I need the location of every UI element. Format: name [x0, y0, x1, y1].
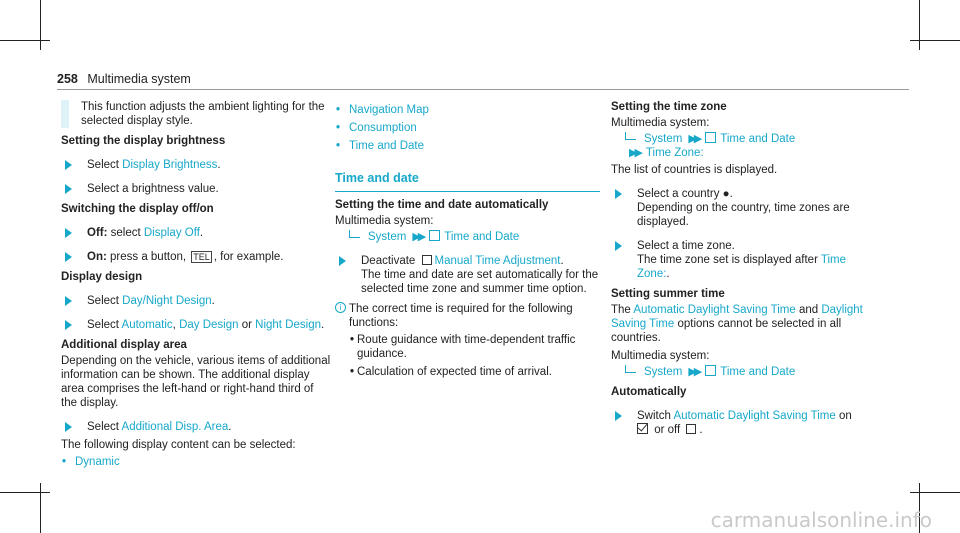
step-text: or off — [651, 424, 684, 436]
column-1 — [61, 100, 331, 473]
list-text: Calculation of expected time of arrival. — [357, 366, 552, 378]
page-number: 258 — [57, 72, 78, 86]
crop-mark — [910, 492, 960, 493]
list-item — [335, 103, 600, 117]
on-label: On: — [87, 251, 107, 263]
time-and-date-link[interactable]: Time and Date — [349, 140, 424, 152]
checkbox-checked-icon — [637, 423, 648, 434]
bullet-icon: • — [350, 334, 355, 346]
bullet-icon: • — [336, 140, 341, 152]
step-text: Switch — [637, 410, 674, 422]
display-brightness-link[interactable]: Display Brightness — [122, 159, 218, 171]
step-text: . — [666, 268, 670, 280]
step-text: Select — [87, 319, 122, 331]
time-zone-heading: Setting the time zone — [611, 101, 727, 113]
list-item — [349, 365, 600, 379]
step-text: . — [199, 227, 204, 239]
manual-time-adjustment-link[interactable]: Manual Time Adjustment — [434, 255, 561, 267]
auto-dst-link[interactable]: Automatic Daylight Saving Time — [633, 304, 796, 316]
intro-text: This function adjusts the ambient lighting for the selected display style. — [61, 100, 331, 128]
step-text: , for example. — [213, 251, 284, 263]
off-label: Off: — [87, 227, 108, 239]
step — [335, 254, 600, 296]
path-hook-icon — [625, 132, 636, 140]
path-intro: Multimedia system: — [611, 117, 710, 129]
step-text: . — [217, 159, 221, 171]
double-arrow-icon: ▶▶ — [688, 133, 700, 145]
arrow-icon — [65, 320, 72, 330]
step-detail — [637, 253, 881, 281]
arrow-icon — [339, 256, 346, 266]
step — [61, 318, 331, 332]
countries-text: The list of countries is displayed. — [611, 164, 778, 176]
arrow-icon — [615, 241, 622, 251]
arrow-icon — [65, 252, 72, 262]
additional-text: Depending on the vehicle, various items of additional information can be shown. The additional display area comprises the left-hand or right-hand third of the display. — [61, 355, 331, 409]
list-item — [335, 139, 600, 153]
system-link[interactable]: System — [368, 231, 407, 243]
onoff-heading: Switching the display off/on — [61, 203, 214, 215]
step-text: select — [107, 227, 144, 239]
arrow-icon — [65, 184, 72, 194]
step-text: Select a country ●. — [637, 188, 733, 200]
arrow-icon — [65, 160, 72, 170]
step — [61, 182, 331, 196]
following-text: The following display content can be selected: — [61, 439, 296, 451]
step — [611, 409, 881, 437]
step-text: or — [238, 319, 256, 331]
tel-key-icon: TEL — [193, 252, 210, 262]
note-text: The correct time is required for the following functions: — [349, 303, 573, 329]
system-link[interactable]: System — [644, 366, 683, 378]
checkbox-empty-icon — [422, 255, 432, 265]
list-text: Route guidance with time-dependent traffic guidance. — [357, 334, 576, 360]
bullet-icon: • — [62, 456, 67, 468]
path-hook-icon — [349, 230, 360, 238]
summer-time-heading: Setting summer time — [611, 288, 725, 300]
step-text: Select a brightness value. — [87, 183, 219, 195]
step — [61, 158, 331, 172]
dynamic-link[interactable]: Dynamic — [75, 456, 120, 468]
arrow-icon — [65, 228, 72, 238]
column-2 — [335, 100, 600, 383]
crop-mark — [40, 483, 41, 533]
menu-path — [611, 365, 881, 379]
bullet-icon: • — [336, 122, 341, 134]
step — [61, 250, 331, 264]
time-date-section-title: Time and date — [335, 171, 600, 192]
checkbox-empty-icon — [686, 424, 696, 434]
crop-mark — [0, 492, 50, 493]
calendar-icon — [705, 132, 716, 143]
step-text: . — [560, 255, 564, 267]
additional-disp-area-link[interactable]: Additional Disp. Area — [121, 421, 229, 433]
list-item — [61, 455, 331, 469]
double-arrow-icon: ▶▶ — [629, 147, 640, 159]
step-text: . — [211, 295, 215, 307]
watermark: carmanualsonline.info — [710, 508, 932, 532]
text: options cannot be selected in all countries. — [611, 318, 842, 344]
step-text: Select — [87, 295, 123, 307]
step-text: on — [835, 410, 852, 422]
automatic-link[interactable]: Automatic — [121, 319, 173, 331]
system-link[interactable]: System — [644, 133, 683, 145]
step — [61, 420, 331, 434]
crop-mark — [0, 40, 50, 41]
time-and-date-path-link[interactable]: Time and Date — [720, 366, 796, 378]
calendar-icon — [429, 230, 440, 241]
step-text: . — [699, 424, 703, 436]
step-text: press a button, — [106, 251, 190, 263]
consumption-link[interactable]: Consumption — [349, 122, 417, 134]
info-icon: i — [335, 302, 346, 313]
step-text: Deactivate — [361, 255, 419, 267]
menu-path — [611, 132, 881, 160]
time-and-date-path-link[interactable]: Time and Date — [444, 231, 520, 243]
path-hook-icon — [625, 365, 636, 373]
calendar-icon — [705, 365, 716, 376]
automatically-heading: Automatically — [611, 386, 687, 398]
bullet-icon: • — [350, 366, 355, 378]
column-3 — [611, 100, 881, 441]
step-text: Select — [87, 421, 122, 433]
step-text: . — [228, 421, 232, 433]
auto-time-heading: Setting the time and date automatically — [335, 199, 549, 211]
section-title: Multimedia system — [87, 72, 191, 86]
double-arrow-icon: ▶▶ — [688, 366, 700, 378]
list-item — [349, 333, 600, 361]
step — [611, 239, 881, 281]
step-text: The time zone set is displayed after — [637, 254, 821, 266]
step — [61, 226, 331, 240]
step — [61, 294, 331, 308]
arrow-icon — [615, 411, 622, 421]
time-zone-link[interactable]: Time Zone: — [637, 254, 847, 280]
page-header — [57, 72, 191, 86]
arrow-icon — [65, 422, 72, 432]
step-detail: Depending on the country, time zones are displayed. — [637, 202, 850, 228]
path-intro: Multimedia system: — [335, 215, 434, 227]
step-text: , — [172, 319, 180, 331]
crop-mark — [910, 40, 960, 41]
additional-heading: Additional display area — [61, 339, 187, 351]
step-text: Select — [87, 159, 123, 171]
arrow-icon — [65, 296, 72, 306]
step — [611, 187, 881, 229]
navigation-map-link[interactable]: Navigation Map — [349, 104, 429, 116]
summer-text — [611, 303, 881, 345]
time-zone-path-link[interactable]: Time Zone: — [645, 147, 704, 159]
arrow-icon — [615, 189, 622, 199]
display-off-link[interactable]: Display Off — [143, 227, 200, 239]
text: The — [611, 304, 634, 316]
header-rule — [57, 89, 909, 90]
day-night-design-link[interactable]: Day/Night Design — [122, 295, 212, 307]
crop-mark — [40, 0, 41, 50]
deactivate-text: The time and date are set automatically for the selected time zone and summer time option. — [361, 269, 599, 295]
text: and — [795, 304, 822, 316]
brightness-heading: Setting the display brightness — [61, 135, 226, 147]
day-design-link[interactable]: Day Design — [179, 319, 239, 331]
menu-path — [335, 230, 600, 244]
time-and-date-path-link[interactable]: Time and Date — [720, 133, 796, 145]
step-text: . — [320, 319, 325, 331]
auto-dst-switch-link[interactable]: Automatic Daylight Saving Time — [673, 410, 836, 422]
dst-link[interactable]: Daylight Saving Time — [611, 304, 863, 330]
step-text: Select a time zone. — [637, 240, 735, 252]
step-detail — [637, 423, 881, 437]
night-design-link[interactable]: Night Design — [255, 319, 321, 331]
list-item — [335, 121, 600, 135]
bullet-icon: • — [336, 104, 341, 116]
note — [335, 302, 600, 379]
double-arrow-icon: ▶▶ — [412, 231, 424, 243]
path-intro: Multimedia system: — [611, 350, 710, 362]
design-heading: Display design — [61, 271, 143, 283]
crop-mark — [919, 0, 920, 50]
